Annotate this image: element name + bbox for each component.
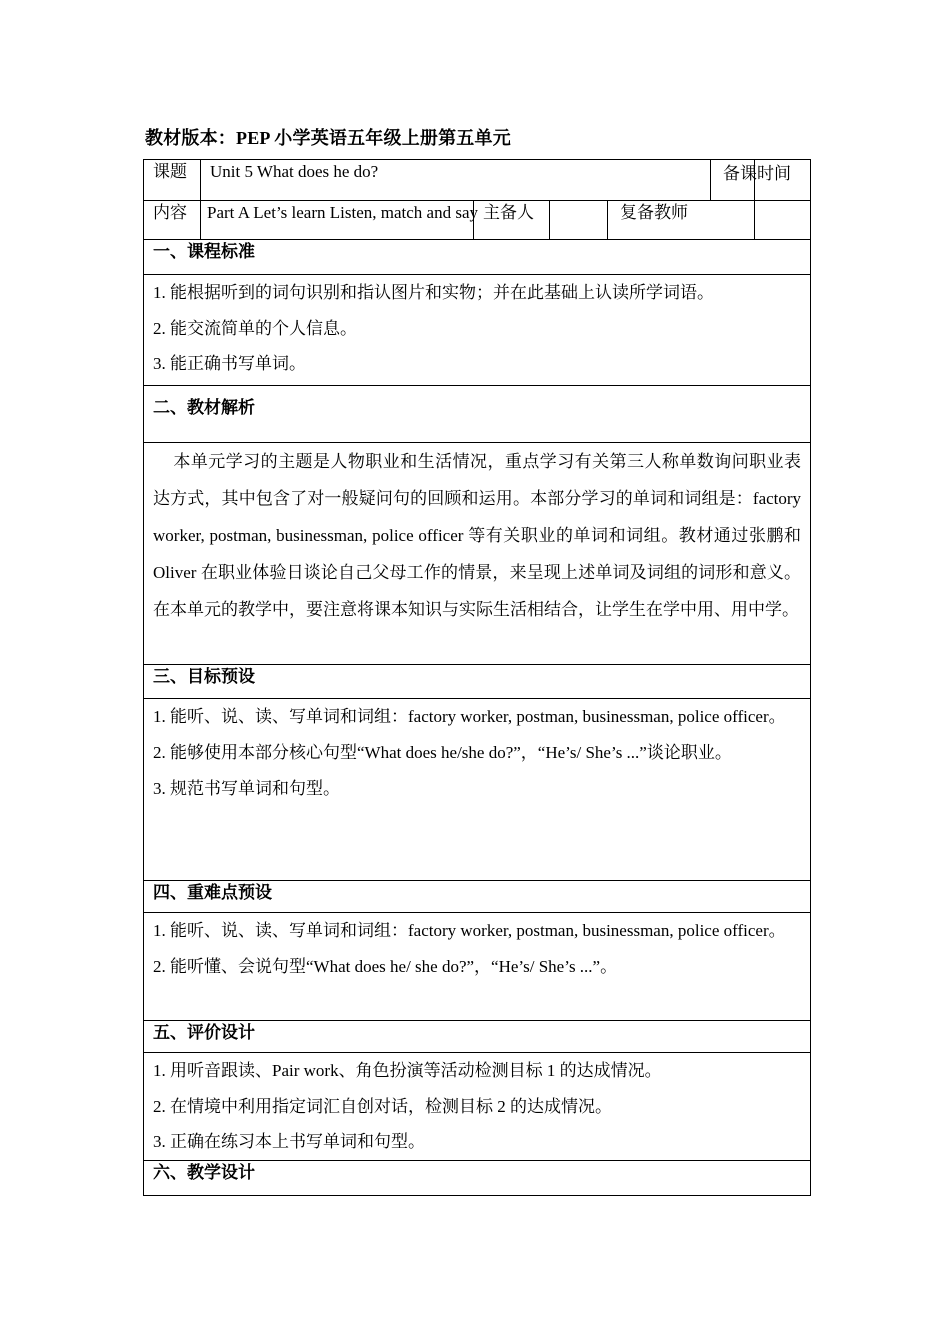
section-body-evaluation: [144, 1053, 811, 1161]
standards-line-2: 2. 能交流简单的个人信息。: [153, 318, 357, 338]
section-body-key-points: [144, 913, 811, 1021]
header-row-topic: [144, 160, 811, 201]
evaluation-line-2: 2. 在情境中利用指定词汇自创对话，检测目标 2 的达成情况。: [153, 1096, 612, 1116]
analysis-paragraph: 本单元学习的主题是人物职业和生活情况，重点学习有关第三人称单数询问职业表达方式，其中包含了对一般疑问句的回顾和运用。本部分学习的单词和词组是：factory worker, postman, businessman, police officer 等有关职业的单词和词组。教材通过张鹏和 Oliver 在职业体验日谈论自己父母工作的情景，来呈现上述单词及词组的词形和意义。在本单元的教学中，要注意将课本知识与实际生活相结合，让学生在学中用、用中学。: [153, 452, 802, 619]
objectives-line-2: 2. 能够使用本部分核心句型“What does he/she do?”，“He’s/ She’s ...”谈论职业。: [153, 743, 732, 762]
evaluation-line-3: 3. 正确在练习本上书写单词和句型。: [153, 1132, 425, 1151]
section-title: 六、教学设计: [144, 1160, 811, 1195]
section-body-analysis: [144, 443, 811, 665]
section-header-evaluation: [144, 1021, 811, 1053]
section-title: 二、教材解析: [144, 386, 811, 443]
section-header-teaching-design: [144, 1160, 811, 1195]
topic-label: 课题: [144, 160, 201, 201]
section-title: 五、评价设计: [144, 1021, 811, 1053]
objectives-line-3: 3. 规范书写单词和句型。: [153, 779, 340, 798]
co-teacher-value: [755, 201, 811, 240]
section-body-objectives: [144, 699, 811, 881]
key-points-line-1: 1. 能听、说、读、写单词和词组：factory worker, postman, businessman, police officer。: [153, 921, 786, 940]
prep-time-label: 备课时间: [711, 160, 755, 201]
section-title: 四、重难点预设: [144, 881, 811, 913]
lead-preparer-label: 主备人: [474, 201, 550, 240]
co-teacher-label: 复备教师: [608, 201, 755, 240]
standards-line-3: 3. 能正确书写单词。: [153, 354, 306, 373]
standards-line-1: 1. 能根据听到的词句识别和指认图片和实物；并在此基础上认读所学词语。: [153, 283, 714, 302]
content-value: Part A Let’s learn Listen, match and say: [201, 201, 474, 240]
section-header-standards: [144, 240, 811, 275]
content-label: 内容: [144, 201, 201, 240]
lead-preparer-value: [550, 201, 608, 240]
header-row-content: [144, 201, 811, 240]
objectives-line-1: 1. 能听、说、读、写单词和词组：factory worker, postman, businessman, police officer。: [153, 707, 786, 726]
section-header-key-points: [144, 881, 811, 913]
topic-value: Unit 5 What does he do?: [201, 160, 711, 201]
evaluation-line-1: 1. 用听音跟读、Pair work、角色扮演等活动检测目标 1 的达成情况。: [153, 1061, 662, 1080]
document-title: 教材版本：PEP 小学英语五年级上册第五单元: [145, 128, 511, 148]
section-header-objectives: [144, 665, 811, 699]
key-points-line-2: 2. 能听懂、会说句型“What does he/ she do?”，“He’s/ She’s ...”。: [153, 957, 618, 976]
section-header-analysis: [144, 386, 811, 443]
section-title: 三、目标预设: [144, 665, 811, 699]
section-body-standards: [144, 275, 811, 386]
section-title: 一、课程标准: [144, 240, 811, 275]
lesson-plan-table: [143, 159, 811, 1196]
